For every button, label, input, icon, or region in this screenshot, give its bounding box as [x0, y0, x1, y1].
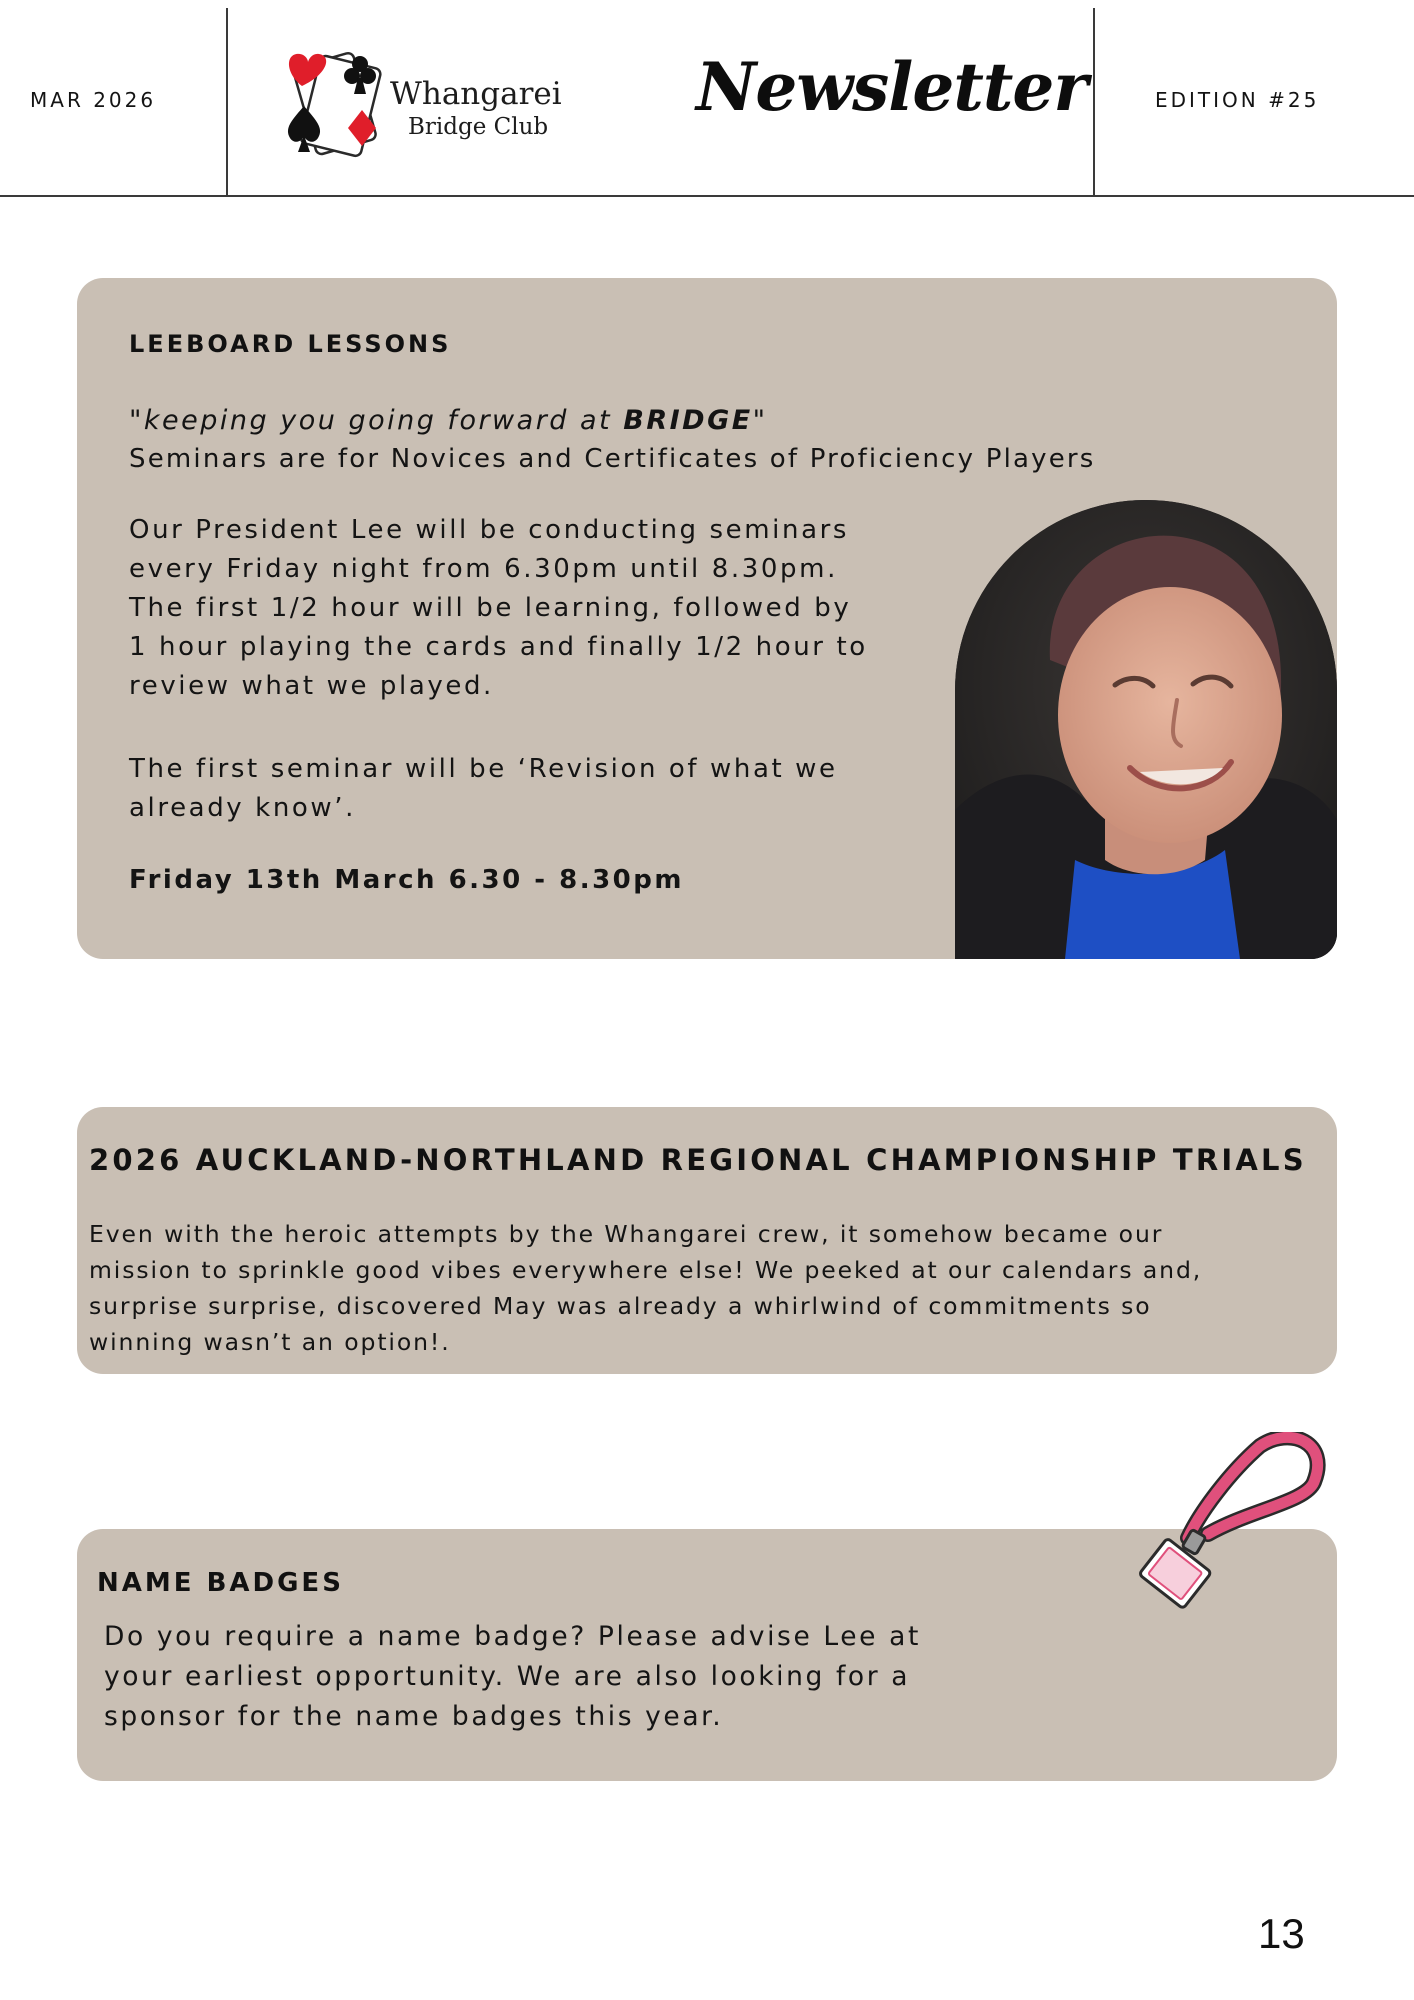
tagline-close-quote: ": [752, 405, 768, 436]
leeboard-heading: LEEBOARD LESSONS: [129, 330, 452, 358]
leeboard-tagline: [129, 405, 768, 436]
leeboard-lessons-panel: [77, 278, 1337, 959]
header-divider-left: [226, 8, 228, 196]
badges-heading: NAME BADGES: [97, 1568, 344, 1598]
leeboard-date: Friday 13th March 6.30 - 8.30pm: [129, 865, 684, 895]
newsletter-header: [0, 0, 1414, 197]
portrait-illustration: [955, 500, 1337, 959]
leeboard-description: Our President Lee will be conducting seminars every Friday night from 6.30pm until 8.30pm. The first 1/2 hour will be learning, followed by 1 hour playing the cards and finally 1/2 hour to review what we played.: [129, 515, 868, 701]
page-number: 13: [1258, 1910, 1305, 1957]
header-divider-right: [1093, 8, 1095, 196]
badges-body: Do you require a name badge? Please advise Lee at your earliest opportunity. We are also looking for a sponsor for the name badges this year.: [104, 1621, 921, 1732]
issue-date: MAR 2026: [30, 88, 157, 112]
newsletter-masthead: Newsletter: [696, 48, 1088, 126]
playing-cards-logo-icon: [282, 46, 392, 162]
trials-heading: 2026 AUCKLAND-NORTHLAND REGIONAL CHAMPIONSHIP TRIALS: [89, 1143, 1307, 1177]
header-rule: [0, 195, 1414, 197]
leeboard-subtitle: Seminars are for Novices and Certificates of Proficiency Players: [129, 444, 1096, 474]
tagline-bridge: BRIDGE: [623, 405, 753, 436]
edition-number: EDITION #25: [1155, 88, 1320, 112]
leeboard-first-seminar: The first seminar will be ‘Revision of what we already know’.: [129, 754, 838, 823]
lanyard-badge-icon: [1130, 1432, 1330, 1612]
championship-trials-panel: [77, 1107, 1337, 1374]
logo-title: Whangarei: [390, 76, 562, 112]
club-logo: [282, 46, 572, 164]
president-portrait: [955, 500, 1337, 959]
tagline-text: "keeping you going forward at: [129, 405, 624, 436]
logo-subtitle: Bridge Club: [408, 114, 549, 140]
trials-body: Even with the heroic attempts by the Whangarei crew, it somehow became our mission to sprinkle good vibes everywhere else! We peeked at our calendars and, surprise surprise, discovered May was already a whirlwind of commitments so winning wasn’t an option!.: [89, 1220, 1203, 1356]
